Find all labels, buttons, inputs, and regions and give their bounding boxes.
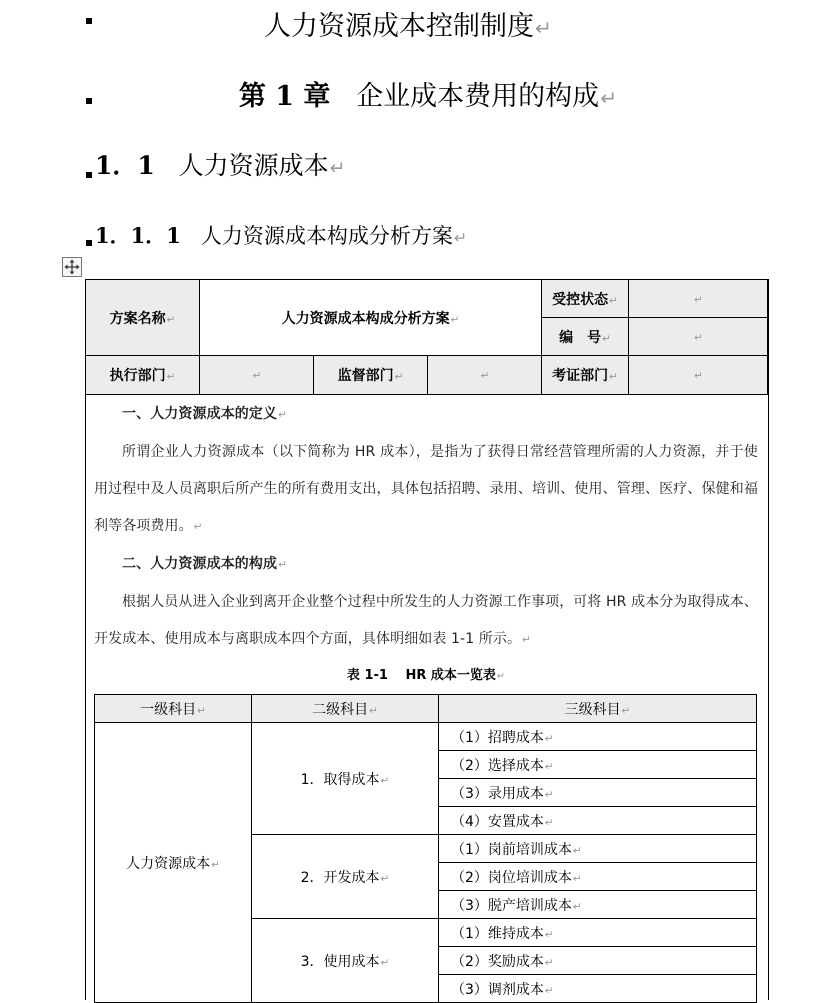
paragraph-mark-icon [454, 228, 467, 247]
paragraph-mark-icon [211, 859, 220, 871]
level3-cell: （3）录用成本 ↵ [439, 779, 757, 807]
number-value-cell[interactable] [629, 318, 768, 356]
level2-cell: 1．取得成本 ↵ [252, 723, 439, 835]
paragraph-mark-icon [545, 733, 554, 745]
plan-name-value-cell[interactable]: 人力资源成本构成分析方案 ↵ [200, 280, 542, 356]
level2-cell: 3．使用成本 ↵ [252, 919, 439, 1003]
paragraph-mark-icon [522, 634, 531, 646]
level3-cell: （4）安置成本 ↵ [439, 807, 757, 835]
plan-header-table [85, 279, 768, 395]
level3-cell: （3）调剂成本 ↵ [439, 975, 757, 1003]
plan-name-label-cell: 方案名称 ↵ [86, 280, 200, 356]
paragraph-mark-icon [481, 370, 490, 382]
paragraph-mark-icon [451, 314, 460, 326]
paragraph-mark-icon [545, 817, 554, 829]
paragraph-mark-icon [278, 409, 287, 421]
table-header-row [95, 695, 757, 723]
paragraph-mark-icon [602, 333, 611, 345]
level3-cell: （2）奖励成本 ↵ [439, 947, 757, 975]
paragraph-mark-icon [167, 314, 176, 326]
paragraph-mark-icon [609, 295, 618, 307]
paragraph-mark-icon [381, 957, 390, 969]
section1-block [94, 396, 758, 659]
subsection-heading: 1．1．1 人力资源成本构成分析方案 ↵ [95, 220, 467, 250]
paragraph-mark-icon [545, 929, 554, 941]
level3-cell: （3）脱产培训成本 ↵ [439, 891, 757, 919]
column-header: 三级科目 ↵ [439, 695, 757, 723]
list-bullet [86, 172, 92, 178]
supervise-dept-value-cell[interactable] [428, 356, 542, 395]
verify-dept-value-cell[interactable] [629, 356, 768, 395]
paragraph-mark-icon [600, 86, 617, 110]
paragraph-mark-icon [497, 671, 505, 682]
paragraph-mark-icon [535, 16, 552, 40]
level3-cell: （2）选择成本 ↵ [439, 751, 757, 779]
control-status-value-cell[interactable] [629, 280, 768, 318]
document-title: 人力资源成本控制制度 ↵ [0, 4, 816, 43]
section1-heading: 一、人力资源成本的定义 ↵ [94, 396, 758, 434]
paragraph-mark-icon [545, 789, 554, 801]
table-row [95, 723, 757, 751]
section2-heading: 二、人力资源成本的构成 ↵ [94, 546, 758, 584]
move-arrows-icon [64, 259, 80, 275]
paragraph-mark-icon [694, 294, 703, 306]
level3-cell: （2）岗位培训成本 ↵ [439, 863, 757, 891]
paragraph-mark-icon [573, 901, 582, 913]
level3-cell: （1）维持成本 ↵ [439, 919, 757, 947]
paragraph-mark-icon [395, 371, 404, 383]
paragraph-mark-icon [622, 705, 631, 717]
number-label-cell: 编 号 ↵ [542, 318, 629, 356]
paragraph-mark-icon [167, 371, 176, 383]
paragraph-mark-icon [381, 873, 390, 885]
chapter-heading: 第 1 章 企业成本费用的构成 ↵ [0, 74, 816, 113]
supervise-dept-label-cell: 监督部门 ↵ [314, 356, 428, 395]
column-header: 一级科目 ↵ [95, 695, 252, 723]
paragraph-mark-icon [197, 705, 206, 717]
section-heading: 1．1 人力资源成本 ↵ [95, 146, 345, 182]
table-move-handle[interactable] [62, 257, 82, 277]
paragraph-mark-icon [194, 521, 203, 533]
section2-paragraph: 根据人员从进入企业到离开企业整个过程中所发生的人力资源工作事项，可将 HR 成本分为取得成本、开发成本、使用成本与离职成本四个方面，具体明细如表 1-1 所示。 ↵ [94, 584, 758, 659]
level3-cell: （1）招聘成本 ↵ [439, 723, 757, 751]
paragraph-mark-icon [381, 775, 390, 787]
level3-cell: （1）岗前培训成本 ↵ [439, 835, 757, 863]
hr-cost-table [94, 694, 757, 1003]
level2-cell: 2．开发成本 ↵ [252, 835, 439, 919]
paragraph-mark-icon [573, 845, 582, 857]
table-caption: 表 1-1 HR 成本一览表 ↵ [94, 664, 758, 683]
paragraph-mark-icon [545, 761, 554, 773]
paragraph-mark-icon [694, 370, 703, 382]
paragraph-mark-icon [545, 957, 554, 969]
list-bullet [86, 240, 92, 246]
paragraph-mark-icon [278, 559, 287, 571]
paragraph-mark-icon [253, 370, 262, 382]
verify-dept-label-cell: 考证部门 ↵ [542, 356, 629, 395]
paragraph-mark-icon [609, 371, 618, 383]
paragraph-mark-icon [694, 332, 703, 344]
paragraph-mark-icon [330, 158, 346, 179]
exec-dept-label-cell: 执行部门 ↵ [86, 356, 200, 395]
paragraph-mark-icon [369, 705, 378, 717]
level1-cell: 人力资源成本 ↵ [95, 723, 252, 1003]
exec-dept-value-cell[interactable] [200, 356, 314, 395]
paragraph-mark-icon [545, 985, 554, 997]
column-header: 二级科目 ↵ [252, 695, 439, 723]
section1-paragraph: 所谓企业人力资源成本（以下简称为 HR 成本），是指为了获得日常经营管理所需的人力资源，并于使用过程中及人员离职后所产生的所有费用支出，具体包括招聘、录用、培训、使用、管理、医疗、保健和福利等各项费用。 ↵ [94, 434, 758, 546]
paragraph-mark-icon [573, 873, 582, 885]
control-status-label-cell: 受控状态 ↵ [542, 280, 629, 318]
